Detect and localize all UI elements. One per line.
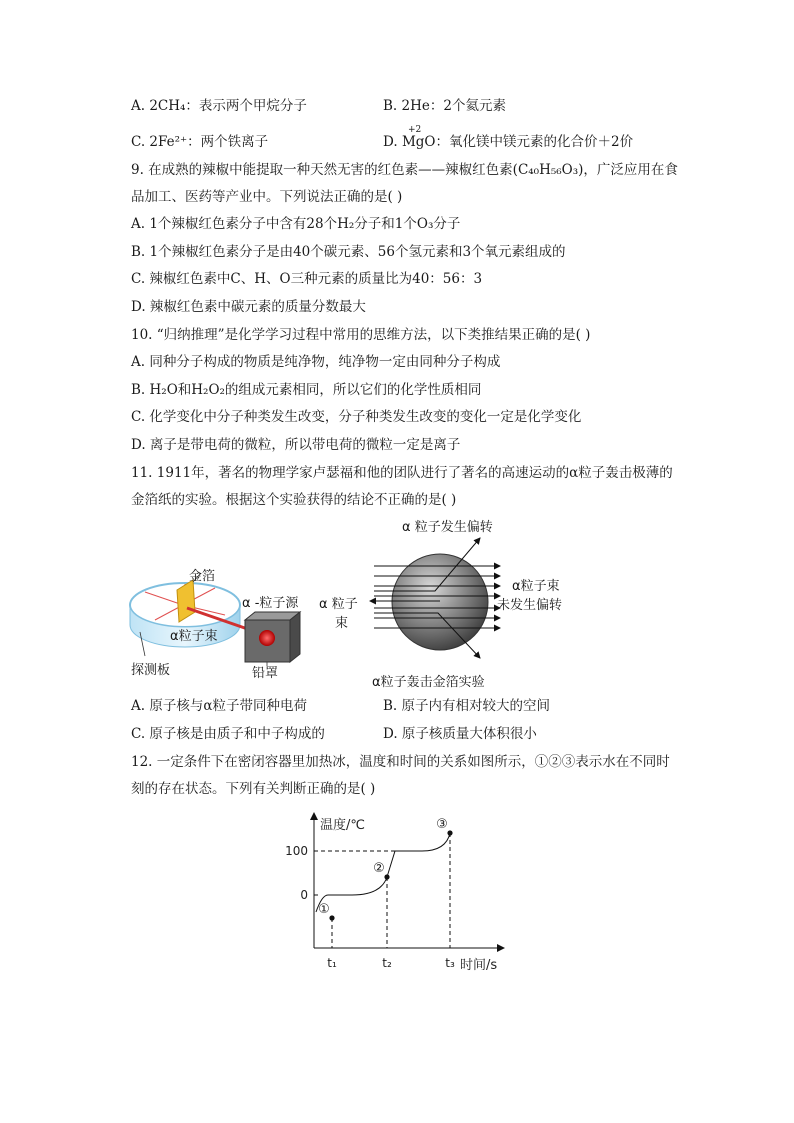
- q8-d-formula: MgO: [401, 134, 436, 150]
- q9-option-c: C. 辣椒红色素中C、H、O三种元素的质量比为40：56：3: [131, 271, 483, 287]
- label-undeflected-2: 未发生偏转: [497, 598, 563, 613]
- q11-option-a: A. 原子核与α粒子带同种电荷: [131, 698, 307, 714]
- label-detector: 探测板: [131, 663, 171, 678]
- label-beam-1: α 粒子: [319, 597, 358, 612]
- q8-option-a: A. 2CH₄：表示两个甲烷分子: [131, 98, 307, 114]
- q8-d-formula-wrap: [401, 125, 436, 151]
- data-point: [329, 915, 334, 920]
- data-point: [447, 830, 452, 835]
- q11-stem-1: 11. 1911年，著名的物理学家卢瑟福和他的团队进行了著名的高速运动的α粒子轰击极薄的: [131, 465, 673, 481]
- x-tick-label: t₂: [382, 956, 392, 970]
- q9-stem-1: 9. 在成熟的辣椒中能提取一种天然无害的红色素——辣椒红色素(C₄₀H₅₆O₃)，广泛应用在食: [131, 162, 678, 178]
- q9-option-b: B. 1个辣椒红色素分子是由40个碳元素、56个氢元素和3个氧元素组成的: [131, 244, 566, 260]
- q10-option-d: D. 离子是带电荷的微粒，所以带电荷的微粒一定是离子: [131, 437, 461, 453]
- q10-option-c: C. 化学变化中分子种类发生改变，分子种类发生改变的变化一定是化学变化: [131, 409, 582, 425]
- label-gold-foil: 金箔: [189, 569, 216, 584]
- y-axis-label: 温度/℃: [320, 818, 365, 833]
- q11-option-d: D. 原子核质量大体积很小: [383, 726, 537, 742]
- label-alpha-beam: α粒子束: [170, 629, 218, 644]
- q8-d-text: ：氧化镁中镁元素的化合价＋2价: [435, 134, 634, 150]
- q8-option-d: [383, 125, 634, 151]
- q8-option-c: C. 2Fe²⁺：两个铁离子: [131, 134, 269, 150]
- q10-stem: 10. “归纳推理”是化学学习过程中常用的思维方法，以下类推结果正确的是( ): [131, 327, 591, 343]
- temperature-time-chart: [285, 805, 520, 975]
- q8-d-prefix: D.: [383, 134, 402, 150]
- q8-option-b: B. 2He：2个氦元素: [383, 98, 506, 114]
- q9-option-d: D. 辣椒红色素中碳元素的质量分数最大: [131, 299, 366, 315]
- label-alpha-source: α -粒子源: [242, 596, 299, 611]
- figure-caption: α粒子轰击金箔实验: [372, 675, 485, 690]
- gold-foil: [177, 580, 195, 622]
- q11-stem-2: 金箔纸的实验。根据这个实验获得的结论不正确的是( ): [131, 492, 457, 508]
- label-undeflected-1: α粒子束: [512, 579, 560, 594]
- label-deflect: α 粒子发生偏转: [402, 520, 493, 535]
- q11-option-b: B. 原子内有相对较大的空间: [383, 698, 551, 714]
- data-point: [384, 874, 389, 879]
- x-tick-label: t₃: [445, 956, 455, 970]
- q12-stem-2: 刻的存在状态。下列有关判断正确的是( ): [131, 781, 376, 797]
- q12-stem-1: 12. 一定条件下在密闭容器里加热冰，温度和时间的关系如图所示，①②③表示水在不同时: [131, 754, 670, 770]
- q8-d-valence: +2: [407, 125, 422, 135]
- gold-atom-scattering-figure: [360, 530, 520, 670]
- point-label: ②: [373, 861, 385, 876]
- y-tick-label: 0: [300, 888, 308, 902]
- q9-stem-2: 品加工、医药等产业中。下列说法正确的是( ): [131, 189, 403, 205]
- x-tick-label: t₁: [327, 956, 337, 970]
- alpha-source: [259, 630, 275, 646]
- q11-option-c: C. 原子核是由质子和中子构成的: [131, 726, 325, 742]
- q10-option-b: B. H₂O和H₂O₂的组成元素相同，所以它们的化学性质相同: [131, 382, 482, 398]
- q10-option-a: A. 同种分子构成的物质是纯净物，纯净物一定由同种分子构成: [131, 354, 501, 370]
- point-label: ①: [318, 902, 330, 917]
- label-beam-2: 束: [335, 616, 349, 631]
- x-axis-label: 时间/s: [460, 958, 498, 973]
- label-lead-shield: 铅罩: [252, 666, 279, 681]
- y-tick-label: 100: [285, 844, 308, 858]
- q9-option-a: A. 1个辣椒红色素分子中含有28个H₂分子和1个O₃分子: [131, 216, 461, 232]
- point-label: ③: [436, 817, 448, 832]
- gold-atom: [392, 554, 488, 650]
